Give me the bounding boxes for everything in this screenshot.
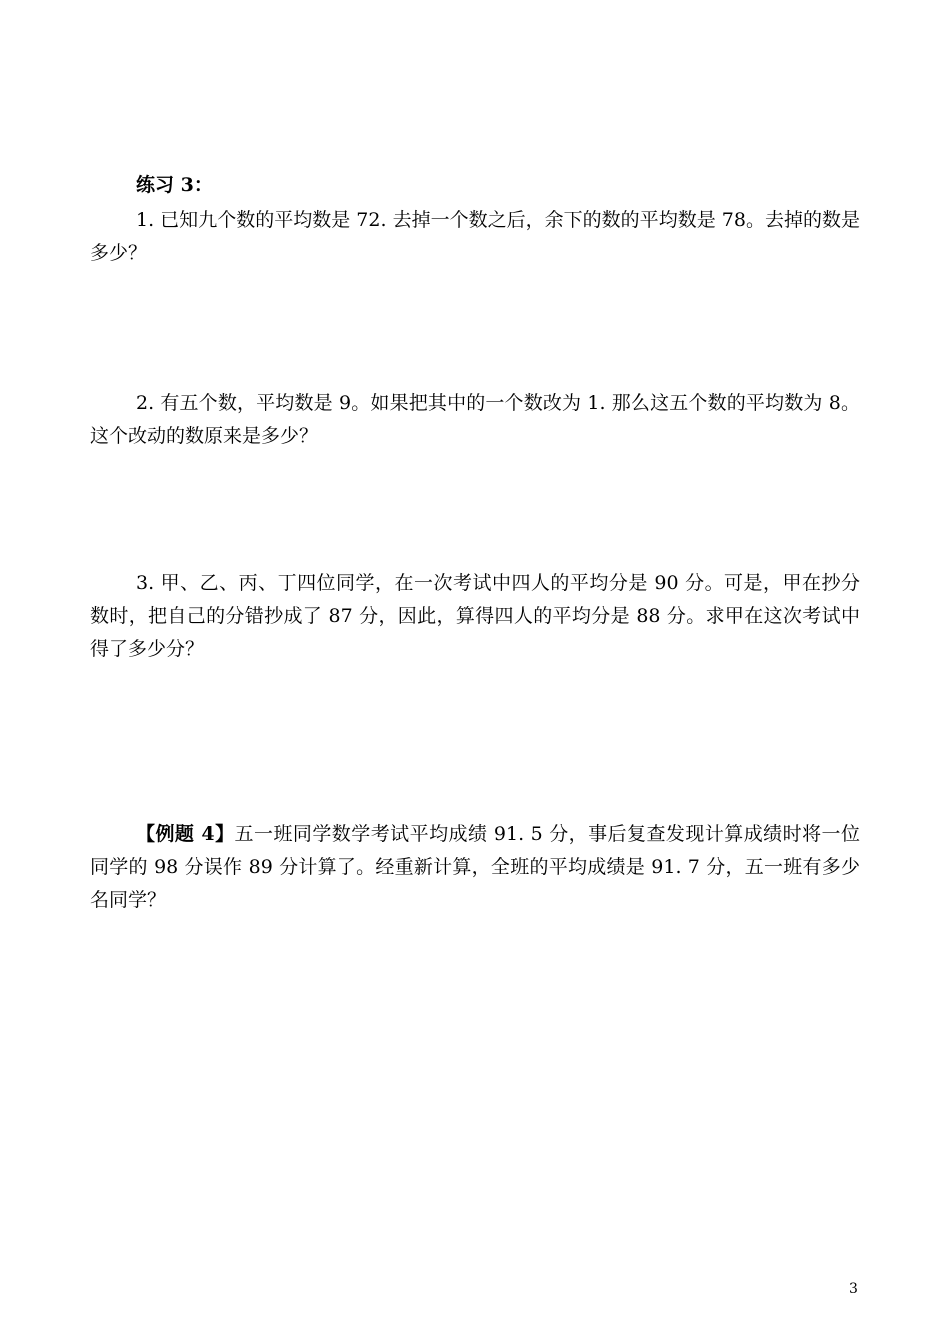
exercise-2: 2. 有五个数，平均数是 9。如果把其中的一个数改为 1. 那么这五个数的平均数为 8。这个改动的数原来是多少？ bbox=[90, 392, 860, 447]
section-title: 练习 3： bbox=[136, 174, 213, 196]
example-4 bbox=[90, 818, 860, 917]
page-number: 3 bbox=[849, 1281, 858, 1297]
exercise-3: 3. 甲、乙、丙、丁四位同学，在一次考试中四人的平均分是 90 分。可是，甲在抄分数时，把自己的分错抄成了 87 分，因此，算得四人的平均分是 88 分。求甲在这次考试中得了多少分？ bbox=[90, 572, 860, 660]
example-4-text: 五一班同学数学考试平均成绩 91. 5 分，事后复查发现计算成绩时将一位同学的 98 分误作 89 分计算了。经重新计算，全班的平均成绩是 91. 7 分，五一班有多少名同学？ bbox=[90, 823, 860, 911]
exercise-1: 1. 已知九个数的平均数是 72. 去掉一个数之后，余下的数的平均数是 78。去掉的数是多少？ bbox=[90, 209, 860, 264]
example-4-label: 【例题 4】 bbox=[136, 823, 235, 845]
